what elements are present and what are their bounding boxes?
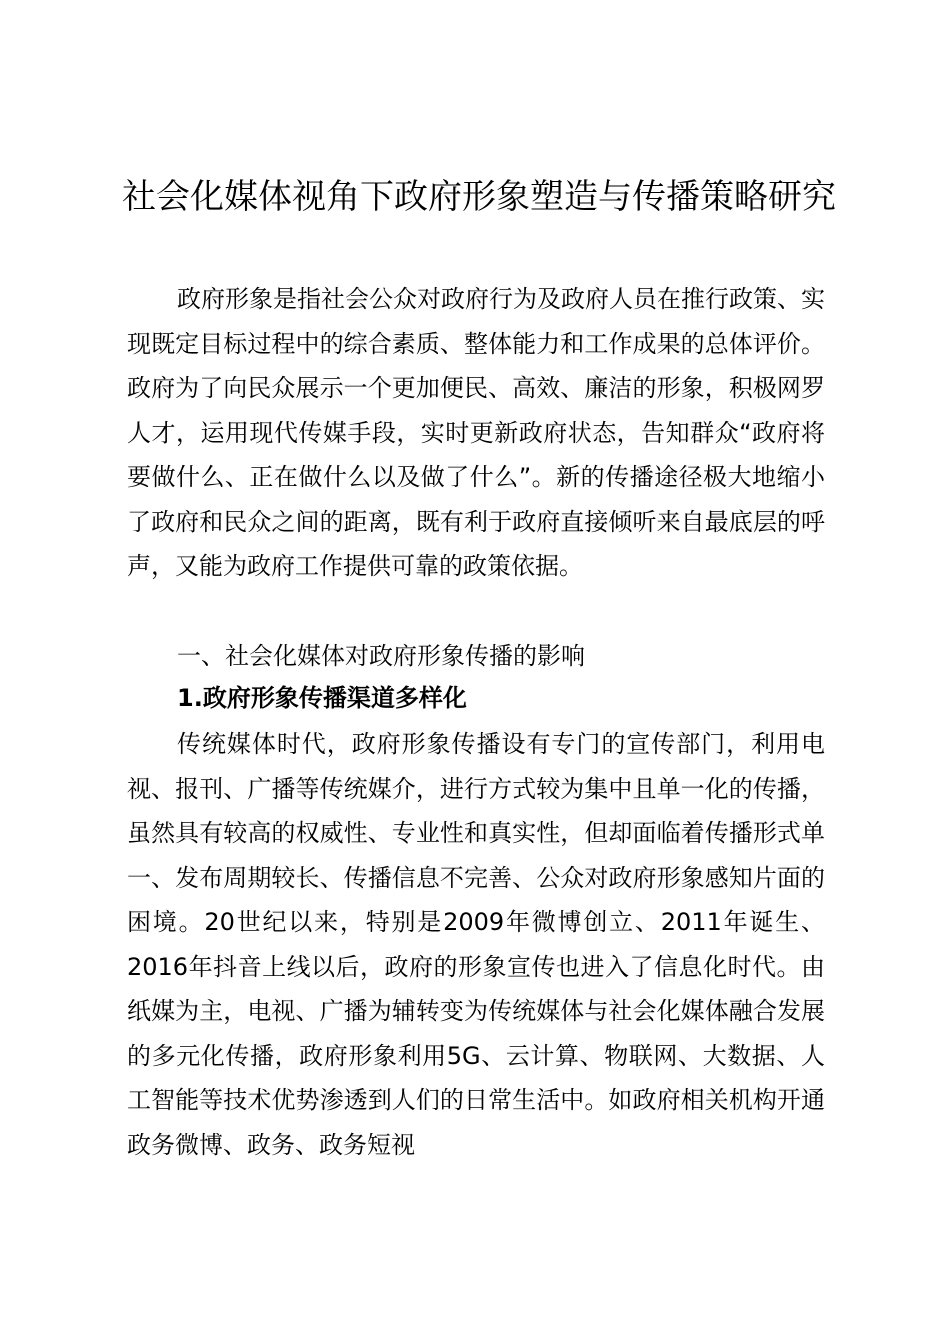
section-heading: 一、社会化媒体对政府形象传播的影响 [177, 642, 585, 670]
document-title: 社会化媒体视角下政府形象塑造与传播策略研究 [122, 177, 836, 217]
intro-paragraph: 政府形象是指社会公众对政府行为及政府人员在推行政策、实现既定目标过程中的综合素质、整体能力和工作成果的总体评价。政府为了向民众展示一个更加便民、高效、廉洁的形象，积极网罗人才，运用现代传媒手段，实时更新政府状态，告知群众“政府将要做什么、正在做什么以及做了什么”。新的传播途径极大地缩小了政府和民众之间的距离，既有利于政府直接倾听来自最底层的呼声，又能为政府工作提供可靠的政策依据。 [127, 285, 825, 580]
section-paragraph: 传统媒体时代，政府形象传播设有专门的宣传部门，利用电视、报刊、广播等传统媒介，进行方式较为集中且单一化的传播，虽然具有较高的权威性、专业性和真实性，但却面临着传播形式单一、发布周期较长、传播信息不完善、公众对政府形象感知片面的困境。20世纪以来，特别是2009年微博创立、2011年诞生、2016年抖音上线以后，政府的形象宣传也进入了信息化时代。由纸媒为主，电视、广播为辅转变为传统媒体与社会化媒体融合发展的多元化传播，政府形象利用5G、云计算、物联网、大数据、人工智能等技术优势渗透到人们的日常生活中。如政府相关机构开通政务微博、政务、政务短视 [127, 730, 825, 1159]
subsection-heading: 1.政府形象传播渠道多样化 [177, 684, 467, 712]
